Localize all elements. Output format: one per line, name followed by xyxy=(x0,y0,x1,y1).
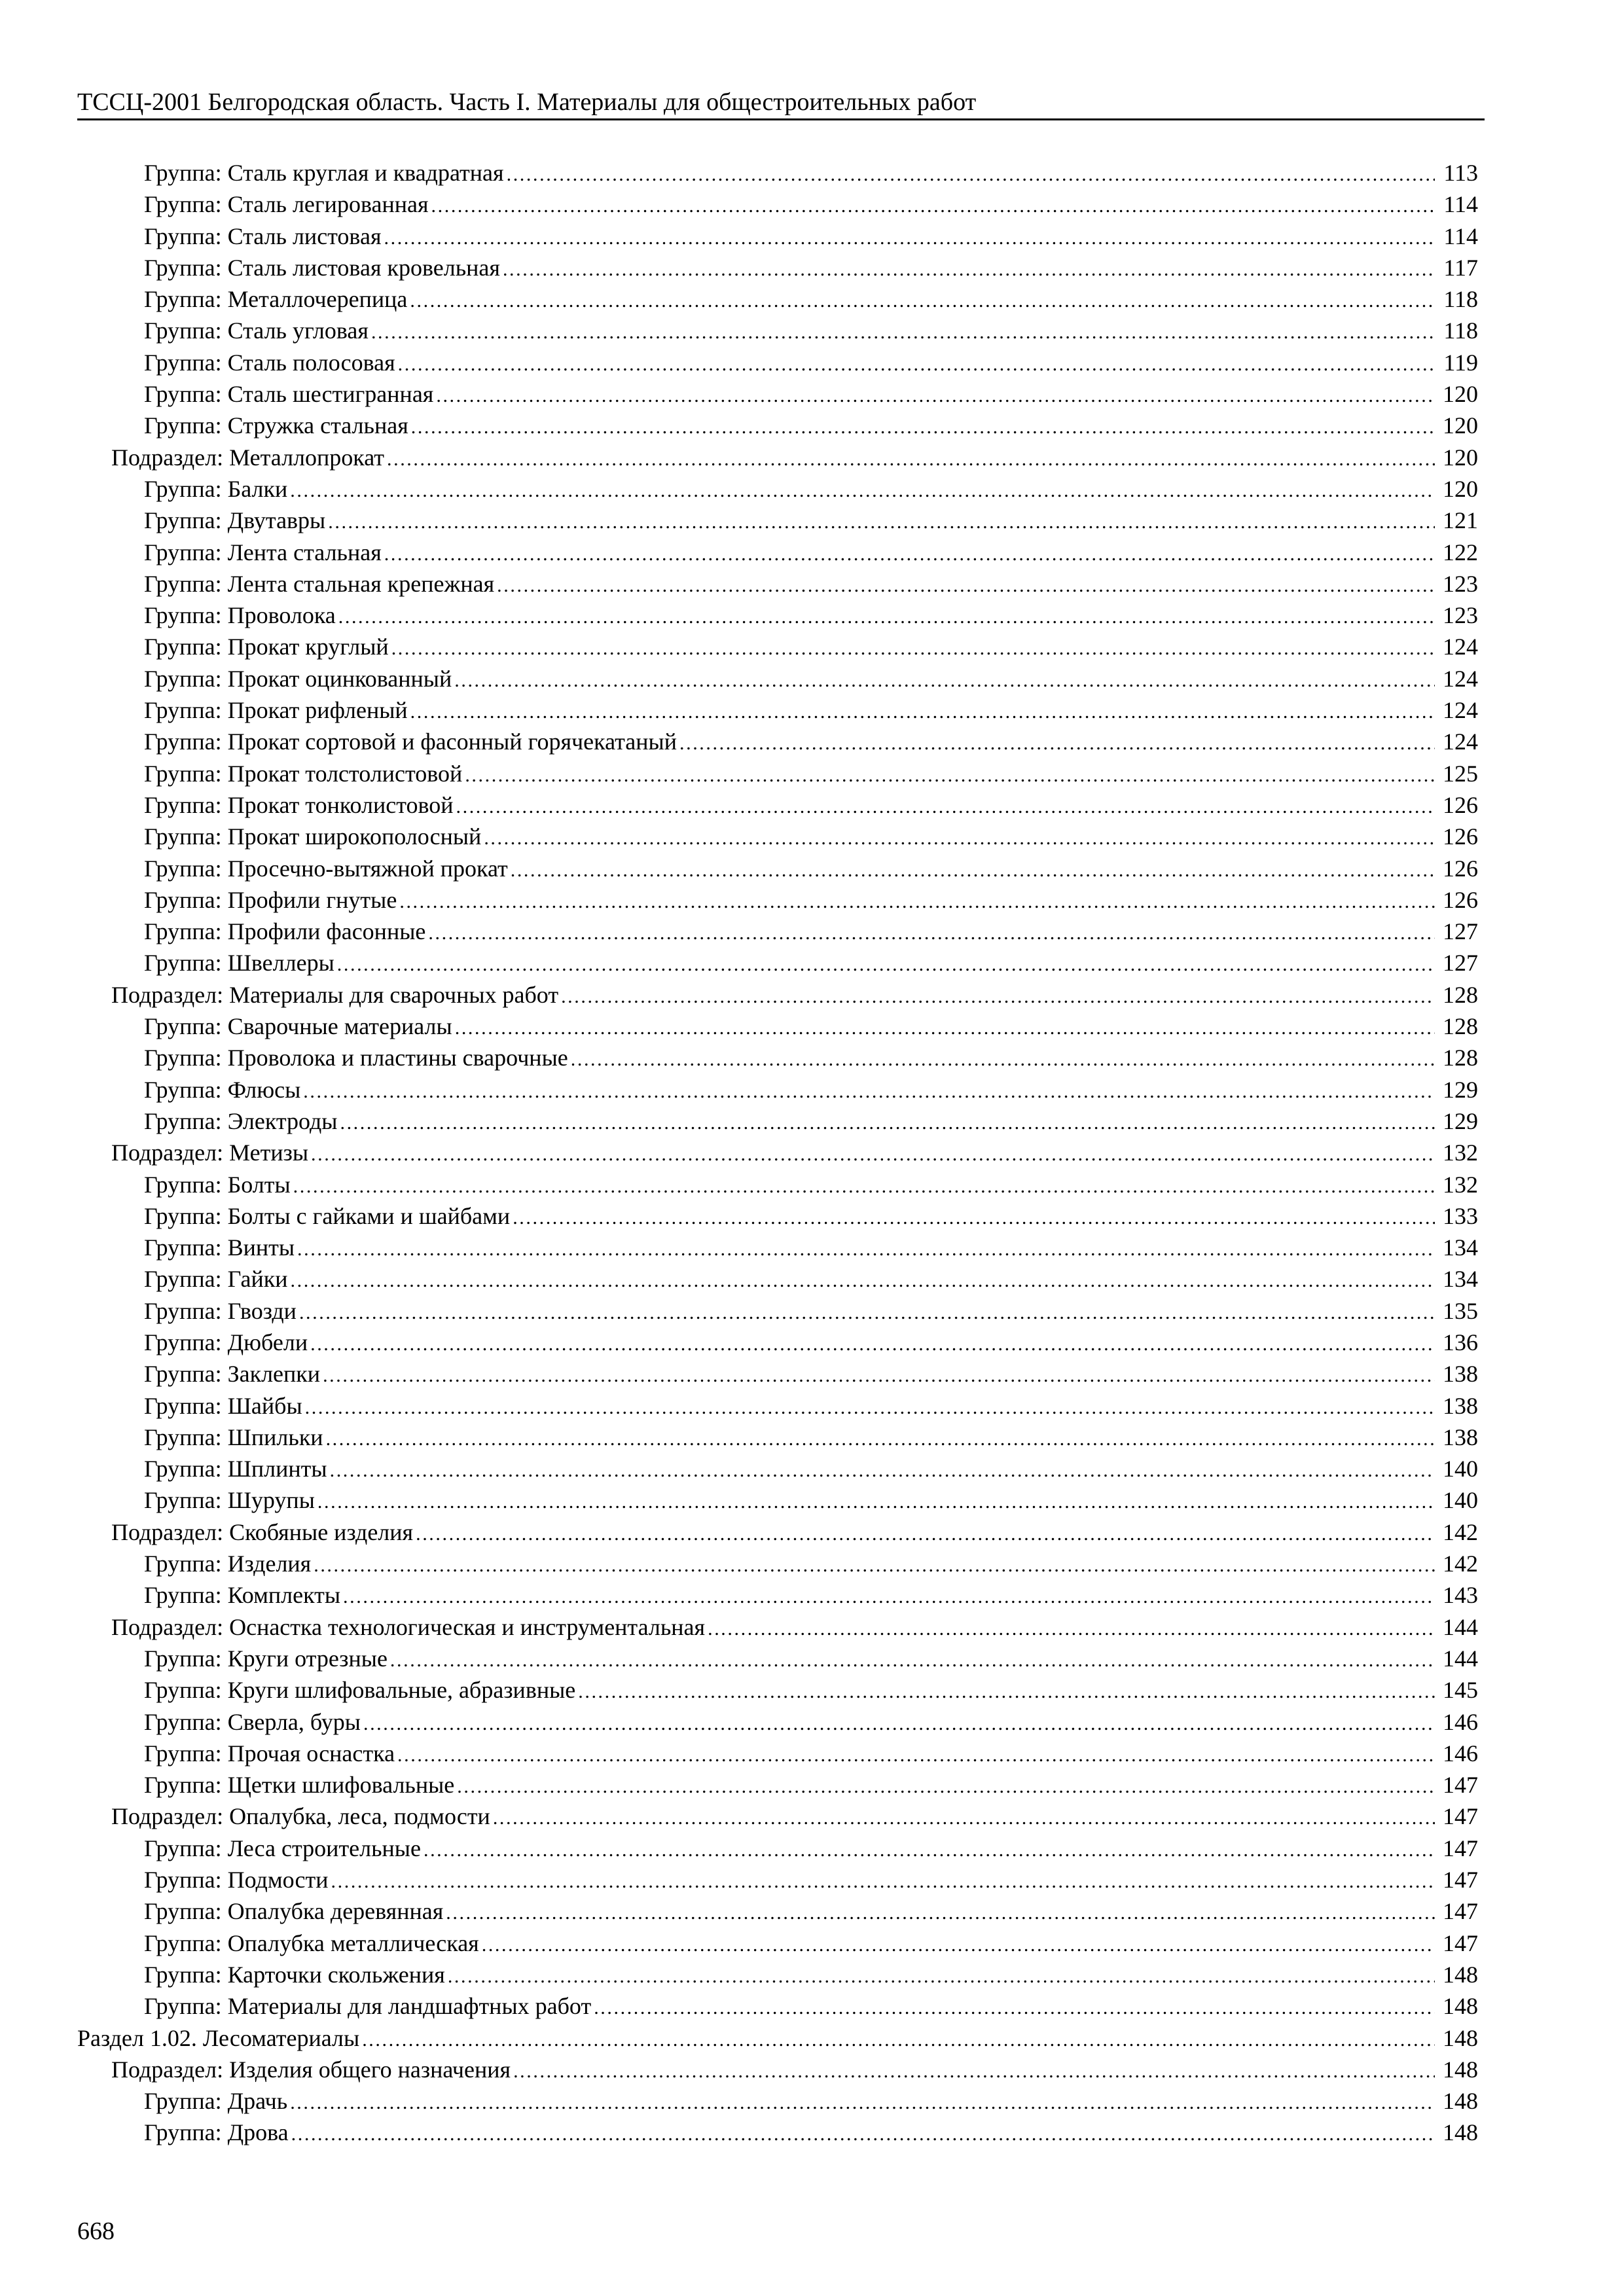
dot-leader xyxy=(290,2085,1435,2117)
dot-leader xyxy=(411,410,1435,441)
dot-leader xyxy=(303,1074,1435,1105)
toc-entry-page: 147 xyxy=(1443,1867,1478,1893)
toc-group-entry xyxy=(77,1895,1478,1927)
dot-leader xyxy=(363,1706,1435,1738)
toc-entry-title: Группа: Прочая оснастка xyxy=(144,1740,395,1767)
toc-entry-title: Группа: Круги отрезные xyxy=(144,1645,388,1672)
toc-entry-page: 144 xyxy=(1443,1645,1478,1672)
toc-entry-page: 113 xyxy=(1443,160,1478,186)
toc-entry-title: Группа: Прокат широкополосный xyxy=(144,823,482,850)
toc-entry-title: Группа: Двутавры xyxy=(144,507,326,534)
toc-entry-title: Группа: Гайки xyxy=(144,1266,288,1293)
toc-group-entry xyxy=(77,1074,1478,1105)
toc-entry-page: 138 xyxy=(1443,1424,1478,1450)
dot-leader xyxy=(397,1738,1435,1769)
dot-leader xyxy=(331,1864,1435,1895)
dot-leader xyxy=(399,884,1435,916)
toc-group-entry xyxy=(77,1042,1478,1073)
dot-leader xyxy=(482,1928,1435,1959)
dot-leader xyxy=(410,694,1435,726)
header-divider xyxy=(77,118,1485,120)
toc-group-entry xyxy=(77,694,1478,726)
toc-group-entry xyxy=(77,1263,1478,1295)
toc-entry-title: Группа: Опалубка металлическая xyxy=(144,1929,479,1956)
toc-entry-page: 135 xyxy=(1443,1297,1478,1324)
toc-group-entry xyxy=(77,947,1478,978)
toc-entry-page: 132 xyxy=(1443,1139,1478,1166)
dot-leader xyxy=(561,979,1435,1011)
dot-leader xyxy=(457,1769,1435,1801)
toc-entry-page: 133 xyxy=(1443,1202,1478,1229)
toc-entry-title: Группа: Сталь круглая и квадратная xyxy=(144,160,504,186)
dot-leader xyxy=(428,916,1435,947)
toc-group-entry xyxy=(77,157,1478,188)
dot-leader xyxy=(410,283,1435,315)
toc-group-entry xyxy=(77,283,1478,315)
toc-entry-title: Группа: Просечно-вытяжной прокат xyxy=(144,855,508,882)
toc-entry-page: 120 xyxy=(1443,412,1478,439)
dot-leader xyxy=(328,505,1435,536)
toc-entry-page: 128 xyxy=(1443,1045,1478,1071)
toc-group-entry xyxy=(77,1928,1478,1959)
dot-leader xyxy=(436,378,1435,410)
toc-entry-title: Подраздел: Скобяные изделия xyxy=(111,1518,414,1545)
toc-entry-page: 142 xyxy=(1443,1551,1478,1577)
toc-group-entry xyxy=(77,2085,1478,2117)
toc-group-entry xyxy=(77,631,1478,662)
toc-entry-title: Группа: Сталь легированная xyxy=(144,191,429,218)
toc-group-entry xyxy=(77,1674,1478,1706)
dot-leader xyxy=(594,1990,1435,2022)
toc-entry-page: 123 xyxy=(1443,602,1478,629)
dot-leader xyxy=(305,1390,1435,1422)
dot-leader xyxy=(384,537,1435,568)
toc-entry-title: Группа: Лента стальная xyxy=(144,539,382,565)
toc-entry-title: Группа: Болты xyxy=(144,1171,291,1198)
toc-entry-page: 124 xyxy=(1443,665,1478,692)
toc-group-entry xyxy=(77,726,1478,757)
toc-entry-page: 128 xyxy=(1443,1013,1478,1040)
toc-entry-page: 126 xyxy=(1443,791,1478,818)
toc-entry-title: Группа: Сталь шестигранная xyxy=(144,381,434,408)
toc-entry-page: 129 xyxy=(1443,1076,1478,1103)
dot-leader xyxy=(323,1358,1435,1390)
toc-entry-page: 147 xyxy=(1443,1929,1478,1956)
dot-leader xyxy=(507,157,1435,188)
dot-leader xyxy=(446,1895,1435,1927)
toc-group-entry xyxy=(77,1232,1478,1263)
toc-entry-title: Подраздел: Металлопрокат xyxy=(111,444,384,471)
toc-entry-page: 127 xyxy=(1443,918,1478,945)
toc-entry-title: Группа: Шурупы xyxy=(144,1487,315,1514)
toc-group-entry xyxy=(77,600,1478,631)
toc-entry-title: Группа: Шпильки xyxy=(144,1424,323,1450)
dot-leader xyxy=(310,1327,1435,1358)
toc-subsection-entry xyxy=(77,1611,1478,1643)
toc-group-entry xyxy=(77,315,1478,346)
toc-group-entry xyxy=(77,663,1478,694)
toc-entry-title: Группа: Швеллеры xyxy=(144,950,334,977)
dot-leader xyxy=(503,252,1435,283)
dot-leader xyxy=(708,1611,1435,1643)
toc-group-entry xyxy=(77,1548,1478,1579)
toc-entry-page: 148 xyxy=(1443,2119,1478,2146)
toc-entry-page: 129 xyxy=(1443,1107,1478,1134)
toc-subsection-entry xyxy=(77,979,1478,1011)
toc-group-entry xyxy=(77,1990,1478,2022)
toc-entry-title: Группа: Шплинты xyxy=(144,1456,327,1482)
toc-group-entry xyxy=(77,916,1478,947)
toc-entry-page: 142 xyxy=(1443,1518,1478,1545)
toc-entry-page: 144 xyxy=(1443,1613,1478,1640)
toc-group-entry xyxy=(77,410,1478,441)
toc-group-entry xyxy=(77,378,1478,410)
dot-leader xyxy=(371,315,1435,346)
toc-entry-page: 147 xyxy=(1443,1772,1478,1799)
toc-entry-page: 124 xyxy=(1443,728,1478,755)
dot-leader xyxy=(340,1105,1435,1137)
toc-entry-page: 148 xyxy=(1443,2024,1478,2051)
dot-leader xyxy=(679,726,1435,757)
table-of-contents xyxy=(77,157,1478,2149)
toc-entry-title: Группа: Прокат круглый xyxy=(144,634,389,660)
toc-entry-page: 134 xyxy=(1443,1234,1478,1261)
toc-entry-page: 126 xyxy=(1443,855,1478,882)
toc-group-entry xyxy=(77,537,1478,568)
toc-entry-page: 128 xyxy=(1443,981,1478,1008)
toc-group-entry xyxy=(77,1706,1478,1738)
toc-group-entry xyxy=(77,758,1478,789)
toc-entry-title: Группа: Подмости xyxy=(144,1867,329,1893)
dot-leader xyxy=(314,1548,1435,1579)
toc-entry-title: Группа: Гвозди xyxy=(144,1297,297,1324)
toc-group-entry xyxy=(77,1327,1478,1358)
toc-entry-page: 114 xyxy=(1443,191,1478,218)
toc-section-entry xyxy=(77,2022,1478,2054)
toc-group-entry xyxy=(77,1864,1478,1895)
toc-entry-title: Подраздел: Метизы xyxy=(111,1139,309,1166)
toc-entry-title: Подраздел: Оснастка технологическая и инструментальная xyxy=(111,1613,706,1640)
toc-entry-title: Подраздел: Изделия общего назначения xyxy=(111,2056,511,2083)
toc-entry-page: 138 xyxy=(1443,1392,1478,1419)
dot-leader xyxy=(513,1200,1435,1232)
toc-entry-page: 126 xyxy=(1443,823,1478,850)
dot-leader xyxy=(293,1169,1435,1200)
toc-entry-page: 122 xyxy=(1443,539,1478,565)
toc-subsection-entry xyxy=(77,442,1478,473)
toc-entry-page: 126 xyxy=(1443,886,1478,913)
toc-group-entry xyxy=(77,221,1478,252)
toc-entry-page: 125 xyxy=(1443,760,1478,787)
toc-group-entry xyxy=(77,568,1478,600)
toc-entry-page: 147 xyxy=(1443,1835,1478,1861)
toc-entry-page: 114 xyxy=(1443,223,1478,249)
dot-leader xyxy=(424,1833,1435,1864)
toc-entry-title: Группа: Прокат сортовой и фасонный горячекатаный xyxy=(144,728,677,755)
toc-entry-page: 123 xyxy=(1443,570,1478,597)
dot-leader xyxy=(330,1453,1435,1484)
toc-entry-page: 118 xyxy=(1443,286,1478,313)
dot-leader xyxy=(299,1295,1435,1327)
toc-entry-page: 147 xyxy=(1443,1898,1478,1925)
toc-entry-page: 138 xyxy=(1443,1361,1478,1388)
toc-subsection-entry xyxy=(77,1516,1478,1548)
toc-entry-page: 120 xyxy=(1443,381,1478,408)
toc-group-entry xyxy=(77,1169,1478,1200)
dot-leader xyxy=(493,1801,1435,1832)
toc-entry-page: 119 xyxy=(1443,349,1478,376)
toc-group-entry xyxy=(77,1358,1478,1390)
dot-leader xyxy=(391,631,1435,662)
toc-group-entry xyxy=(77,884,1478,916)
dot-leader xyxy=(326,1422,1435,1453)
dot-leader xyxy=(390,1643,1435,1674)
toc-group-entry xyxy=(77,1769,1478,1801)
toc-group-entry xyxy=(77,473,1478,505)
toc-entry-title: Группа: Материалы для ландшафтных работ xyxy=(144,1993,592,2020)
toc-entry-title: Группа: Прокат тонколистовой xyxy=(144,791,454,818)
toc-entry-title: Группа: Щетки шлифовальные xyxy=(144,1772,455,1799)
toc-entry-title: Группа: Заклепки xyxy=(144,1361,321,1388)
toc-entry-page: 148 xyxy=(1443,1993,1478,2020)
toc-subsection-entry xyxy=(77,1137,1478,1168)
toc-group-entry xyxy=(77,853,1478,884)
toc-entry-title: Группа: Металлочерепица xyxy=(144,286,408,313)
toc-group-entry xyxy=(77,1833,1478,1864)
toc-entry-title: Группа: Изделия xyxy=(144,1551,312,1577)
dot-leader xyxy=(571,1042,1435,1073)
running-header: ТССЦ-2001 Белгородская область. Часть I. Материалы для общестроительных работ xyxy=(77,88,977,116)
toc-entry-page: 148 xyxy=(1443,2056,1478,2083)
dot-leader xyxy=(465,758,1435,789)
toc-group-entry xyxy=(77,1200,1478,1232)
toc-entry-page: 148 xyxy=(1443,2088,1478,2115)
dot-leader xyxy=(387,442,1435,473)
toc-group-entry xyxy=(77,347,1478,378)
toc-entry-title: Группа: Профили гнутые xyxy=(144,886,397,913)
toc-entry-page: 118 xyxy=(1443,317,1478,344)
dot-leader xyxy=(290,473,1435,505)
toc-entry-page: 124 xyxy=(1443,697,1478,724)
toc-entry-title: Группа: Круги шлифовальные, абразивные xyxy=(144,1677,576,1704)
toc-group-entry xyxy=(77,1738,1478,1769)
toc-group-entry xyxy=(77,1422,1478,1453)
toc-entry-page: 132 xyxy=(1443,1171,1478,1198)
dot-leader xyxy=(431,188,1435,220)
dot-leader xyxy=(484,821,1435,852)
toc-entry-title: Группа: Карточки скольжения xyxy=(144,1961,445,1988)
toc-group-entry xyxy=(77,188,1478,220)
page-number: 668 xyxy=(77,2217,115,2245)
toc-entry-page: 143 xyxy=(1443,1582,1478,1609)
toc-entry-title: Подраздел: Опалубка, леса, подмости xyxy=(111,1803,490,1830)
dot-leader xyxy=(338,600,1435,631)
toc-group-entry xyxy=(77,505,1478,536)
toc-entry-title: Группа: Дюбели xyxy=(144,1329,308,1355)
dot-leader xyxy=(455,1011,1435,1042)
toc-entry-page: 145 xyxy=(1443,1677,1478,1704)
toc-entry-title: Группа: Проволока xyxy=(144,602,336,629)
toc-entry-title: Подраздел: Материалы для сварочных работ xyxy=(111,981,559,1008)
toc-entry-title: Группа: Прокат рифленый xyxy=(144,697,408,724)
dot-leader xyxy=(497,568,1435,600)
toc-group-entry xyxy=(77,1453,1478,1484)
toc-entry-title: Группа: Профили фасонные xyxy=(144,918,426,945)
toc-entry-page: 148 xyxy=(1443,1961,1478,1988)
dot-leader xyxy=(291,2117,1435,2148)
toc-group-entry xyxy=(77,1011,1478,1042)
toc-entry-title: Группа: Стружка стальная xyxy=(144,412,408,439)
toc-entry-page: 136 xyxy=(1443,1329,1478,1355)
toc-group-entry xyxy=(77,1959,1478,1990)
toc-entry-title: Группа: Сварочные материалы xyxy=(144,1013,452,1040)
toc-subsection-entry xyxy=(77,1801,1478,1832)
dot-leader xyxy=(454,663,1435,694)
toc-entry-title: Группа: Сверла, буры xyxy=(144,1708,361,1735)
toc-entry-page: 124 xyxy=(1443,634,1478,660)
dot-leader xyxy=(578,1674,1435,1706)
toc-group-entry xyxy=(77,1295,1478,1327)
dot-leader xyxy=(416,1516,1435,1548)
toc-entry-page: 146 xyxy=(1443,1740,1478,1767)
dot-leader xyxy=(384,221,1435,252)
dot-leader xyxy=(362,2022,1435,2054)
dot-leader xyxy=(337,947,1435,978)
toc-entry-page: 117 xyxy=(1443,254,1478,281)
toc-entry-title: Группа: Проволока и пластины сварочные xyxy=(144,1045,568,1071)
toc-entry-title: Раздел 1.02. Лесоматериалы xyxy=(77,2024,360,2051)
toc-entry-title: Группа: Лента стальная крепежная xyxy=(144,570,495,597)
toc-entry-title: Группа: Сталь листовая xyxy=(144,223,382,249)
toc-group-entry xyxy=(77,2117,1478,2148)
toc-group-entry xyxy=(77,1390,1478,1422)
toc-group-entry xyxy=(77,1579,1478,1611)
dot-leader xyxy=(456,789,1435,821)
toc-entry-page: 140 xyxy=(1443,1456,1478,1482)
toc-entry-title: Группа: Прокат оцинкованный xyxy=(144,665,452,692)
dot-leader xyxy=(511,853,1435,884)
toc-entry-title: Группа: Опалубка деревянная xyxy=(144,1898,444,1925)
toc-entry-title: Группа: Леса строительные xyxy=(144,1835,421,1861)
toc-entry-page: 146 xyxy=(1443,1708,1478,1735)
toc-entry-title: Группа: Флюсы xyxy=(144,1076,301,1103)
toc-entry-page: 147 xyxy=(1443,1803,1478,1830)
toc-entry-title: Группа: Электроды xyxy=(144,1107,338,1134)
dot-leader xyxy=(448,1959,1435,1990)
toc-entry-page: 140 xyxy=(1443,1487,1478,1514)
toc-group-entry xyxy=(77,252,1478,283)
toc-group-entry xyxy=(77,1643,1478,1674)
toc-group-entry xyxy=(77,821,1478,852)
toc-entry-page: 127 xyxy=(1443,950,1478,977)
toc-group-entry xyxy=(77,1484,1478,1516)
dot-leader xyxy=(317,1484,1435,1516)
toc-group-entry xyxy=(77,789,1478,821)
dot-leader xyxy=(297,1232,1435,1263)
toc-entry-title: Группа: Драчь xyxy=(144,2088,288,2115)
toc-group-entry xyxy=(77,1105,1478,1137)
toc-entry-title: Группа: Балки xyxy=(144,475,288,502)
toc-entry-page: 121 xyxy=(1443,507,1478,534)
toc-entry-page: 120 xyxy=(1443,444,1478,471)
toc-entry-title: Группа: Комплекты xyxy=(144,1582,341,1609)
toc-entry-title: Группа: Сталь полосовая xyxy=(144,349,395,376)
toc-entry-title: Группа: Прокат толстолистовой xyxy=(144,760,463,787)
dot-leader xyxy=(513,2054,1435,2085)
dot-leader xyxy=(343,1579,1435,1611)
toc-subsection-entry xyxy=(77,2054,1478,2085)
toc-entry-title: Группа: Сталь угловая xyxy=(144,317,369,344)
dot-leader xyxy=(398,347,1435,378)
toc-entry-title: Группа: Сталь листовая кровельная xyxy=(144,254,500,281)
toc-entry-title: Группа: Шайбы xyxy=(144,1392,302,1419)
toc-entry-page: 120 xyxy=(1443,475,1478,502)
toc-entry-title: Группа: Винты xyxy=(144,1234,295,1261)
toc-entry-title: Группа: Дрова xyxy=(144,2119,289,2146)
dot-leader xyxy=(311,1137,1435,1168)
dot-leader xyxy=(291,1263,1435,1295)
toc-entry-title: Группа: Болты с гайками и шайбами xyxy=(144,1202,511,1229)
toc-entry-page: 134 xyxy=(1443,1266,1478,1293)
